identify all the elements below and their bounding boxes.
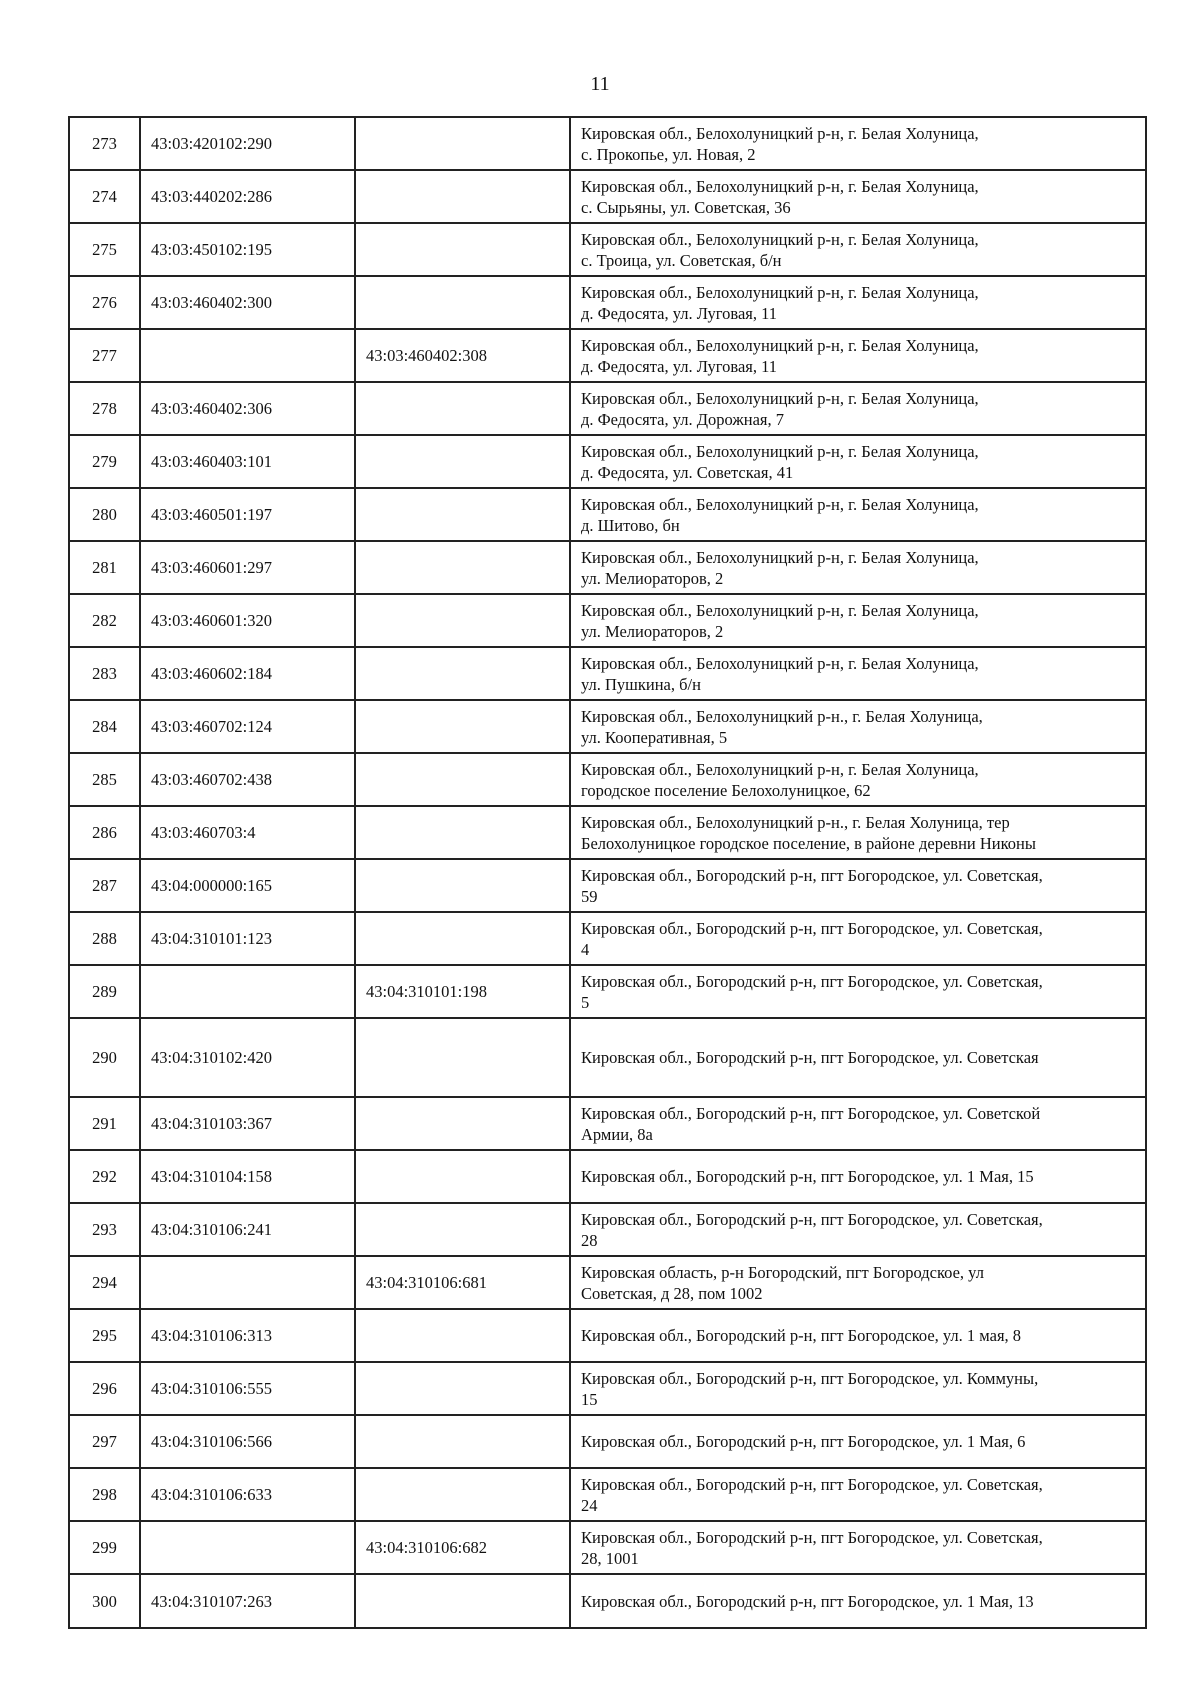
row-number-cell: 297 [69,1415,140,1468]
table-row [69,435,1146,488]
row-number-cell: 296 [69,1362,140,1415]
row-number-cell: 287 [69,859,140,912]
address-line: Кировская обл., Богородский р-н, пгт Богородское, ул. 1 Мая, 13 [581,1591,1034,1611]
cadastral-number-cell: 43:03:460402:300 [140,276,355,329]
cadastral-number-cell [140,965,355,1018]
alt-cadastral-number-cell: 43:04:310106:681 [355,1256,570,1309]
alt-cadastral-number-cell [355,488,570,541]
row-number-cell: 275 [69,223,140,276]
address-line: с. Сырьяны, ул. Советская, 36 [581,197,791,217]
address-cell [570,541,1146,594]
address-line: 15 [581,1389,598,1409]
row-number-cell: 282 [69,594,140,647]
address-line: Армии, 8а [581,1124,653,1144]
address-line: Кировская обл., Богородский р-н, пгт Богородское, ул. Советская, [581,971,1043,991]
address-line: Кировская обл., Белохолуницкий р-н, г. Белая Холуница, [581,600,979,620]
address-line: 28 [581,1230,598,1250]
table-row [69,488,1146,541]
table-row [69,647,1146,700]
row-number-cell: 293 [69,1203,140,1256]
alt-cadastral-number-cell [355,647,570,700]
address-line: Кировская обл., Богородский р-н, пгт Богородское, ул. Советская, [581,1527,1043,1547]
row-number-cell: 298 [69,1468,140,1521]
row-number-cell: 288 [69,912,140,965]
cadastral-number-cell: 43:03:460601:320 [140,594,355,647]
address-cell [570,1203,1146,1256]
cadastral-number-cell: 43:04:310106:633 [140,1468,355,1521]
table-row [69,117,1146,170]
cadastral-number-cell: 43:03:460402:306 [140,382,355,435]
address-line: Кировская обл., Белохолуницкий р-н, г. Белая Холуница, [581,123,979,143]
cadastral-number-cell: 43:03:460702:124 [140,700,355,753]
address-line: Кировская обл., Богородский р-н, пгт Богородское, ул. Советская [581,1048,1039,1067]
table-row [69,1521,1146,1574]
row-number-cell: 277 [69,329,140,382]
address-cell [570,329,1146,382]
address-cell [570,753,1146,806]
alt-cadastral-number-cell [355,117,570,170]
alt-cadastral-number-cell [355,1362,570,1415]
row-number-cell: 279 [69,435,140,488]
row-number-cell: 281 [69,541,140,594]
alt-cadastral-number-cell [355,276,570,329]
address-line: ул. Кооперативная, 5 [581,727,728,747]
cadastral-number-cell: 43:03:460703:4 [140,806,355,859]
alt-cadastral-number-cell [355,1309,570,1362]
row-number-cell: 286 [69,806,140,859]
cadastral-number-cell: 43:03:450102:195 [140,223,355,276]
address-line: Кировская обл., Белохолуницкий р-н, г. Белая Холуница, [581,653,979,673]
address-line: с. Троица, ул. Советская, б/н [581,250,782,270]
address-cell [570,647,1146,700]
row-number-cell: 291 [69,1097,140,1150]
alt-cadastral-number-cell [355,382,570,435]
address-line: Кировская обл., Белохолуницкий р-н., г. Белая Холуница, [581,706,983,726]
address-line: Кировская обл., Белохолуницкий р-н, г. Белая Холуница, [581,547,979,567]
address-cell [570,594,1146,647]
table-row [69,859,1146,912]
cadastral-number-cell: 43:04:310107:263 [140,1574,355,1628]
table-row [69,1362,1146,1415]
table-row [69,594,1146,647]
address-cell [570,382,1146,435]
alt-cadastral-number-cell [355,700,570,753]
table-row [69,1309,1146,1362]
page-number: 11 [590,73,610,95]
property-registry-table [68,116,1147,1629]
table-row [69,753,1146,806]
row-number-cell: 273 [69,117,140,170]
address-line: Кировская обл., Богородский р-н, пгт Богородское, ул. Советской [581,1103,1041,1123]
cadastral-number-cell: 43:04:310106:566 [140,1415,355,1468]
table-row [69,1256,1146,1309]
row-number-cell: 284 [69,700,140,753]
address-cell [570,965,1146,1018]
table-row [69,223,1146,276]
address-line: Кировская обл., Белохолуницкий р-н, г. Белая Холуница, [581,388,979,408]
address-cell [570,170,1146,223]
address-line: Кировская обл., Богородский р-н, пгт Богородское, ул. 1 Мая, 15 [581,1167,1034,1186]
alt-cadastral-number-cell [355,435,570,488]
row-number-cell: 292 [69,1150,140,1203]
address-line: Кировская обл., Белохолуницкий р-н, г. Белая Холуница, [581,282,979,302]
cadastral-number-cell: 43:04:310106:555 [140,1362,355,1415]
address-line: д. Федосята, ул. Луговая, 11 [581,356,778,376]
cadastral-number-cell: 43:03:460501:197 [140,488,355,541]
table-row [69,912,1146,965]
row-number-cell: 276 [69,276,140,329]
address-cell [570,488,1146,541]
table-row [69,965,1146,1018]
alt-cadastral-number-cell: 43:04:310106:682 [355,1521,570,1574]
row-number-cell: 299 [69,1521,140,1574]
alt-cadastral-number-cell [355,594,570,647]
table-row [69,1203,1146,1256]
alt-cadastral-number-cell [355,753,570,806]
address-line: Советская, д 28, пом 1002 [581,1283,763,1303]
cadastral-number-cell: 43:04:310102:420 [140,1018,355,1097]
row-number-cell: 295 [69,1309,140,1362]
address-cell [570,806,1146,859]
table-row [69,276,1146,329]
table-row [69,1018,1146,1097]
address-line: Кировская обл., Богородский р-н, пгт Богородское, ул. Советская, [581,865,1043,885]
address-line: Кировская обл., Богородский р-н, пгт Богородское, ул. Советская, [581,1209,1043,1229]
cadastral-number-cell: 43:03:420102:290 [140,117,355,170]
address-line: ул. Пушкина, б/н [581,674,701,694]
row-number-cell: 274 [69,170,140,223]
address-line: Кировская обл., Белохолуницкий р-н, г. Белая Холуница, [581,494,979,514]
address-line: Кировская обл., Белохолуницкий р-н, г. Белая Холуница, [581,176,979,196]
address-line: Кировская обл., Белохолуницкий р-н, г. Белая Холуница, [581,335,979,355]
alt-cadastral-number-cell [355,170,570,223]
address-line: ул. Мелиораторов, 2 [581,621,724,641]
cadastral-number-cell: 43:04:310106:313 [140,1309,355,1362]
address-line: с. Прокопье, ул. Новая, 2 [581,144,756,164]
address-line: 59 [581,886,598,906]
address-cell [570,1097,1146,1150]
address-cell [570,1362,1146,1415]
address-line: 4 [581,939,590,959]
address-line: д. Федосята, ул. Советская, 41 [581,462,794,482]
address-line: Кировская обл., Богородский р-н, пгт Богородское, ул. Советская, [581,918,1043,938]
address-line: Кировская обл., Белохолуницкий р-н, г. Белая Холуница, [581,759,979,779]
address-cell [570,1256,1146,1309]
table-row [69,382,1146,435]
address-line: Кировская обл., Белохолуницкий р-н, г. Белая Холуница, [581,229,979,249]
cadastral-number-cell: 43:04:310101:123 [140,912,355,965]
address-line: городское поселение Белохолуницкое, 62 [581,780,871,800]
address-line: 5 [581,992,590,1012]
alt-cadastral-number-cell [355,1574,570,1628]
address-line: Кировская обл., Богородский р-н, пгт Богородское, ул. Советская, [581,1474,1043,1494]
table-row [69,1574,1146,1628]
table-row [69,1468,1146,1521]
address-cell [570,1468,1146,1521]
address-line: Кировская обл., Белохолуницкий р-н, г. Белая Холуница, [581,441,979,461]
cadastral-number-cell: 43:04:310103:367 [140,1097,355,1150]
alt-cadastral-number-cell [355,223,570,276]
address-line: Кировская область, р-н Богородский, пгт Богородское, ул [581,1262,984,1282]
address-line: Кировская обл., Белохолуницкий р-н., г. Белая Холуница, тер [581,812,1010,832]
address-line: 28, 1001 [581,1548,639,1568]
alt-cadastral-number-cell [355,1097,570,1150]
table-row [69,1097,1146,1150]
table-row [69,1150,1146,1203]
table-row [69,806,1146,859]
address-cell [570,1150,1146,1203]
address-cell [570,1521,1146,1574]
address-cell [570,859,1146,912]
address-cell [570,117,1146,170]
address-cell [570,1415,1146,1468]
row-number-cell: 280 [69,488,140,541]
table-row [69,1415,1146,1468]
row-number-cell: 289 [69,965,140,1018]
row-number-cell: 278 [69,382,140,435]
cadastral-number-cell [140,1256,355,1309]
address-line: д. Шитово, бн [581,515,680,535]
alt-cadastral-number-cell [355,1203,570,1256]
table-row [69,541,1146,594]
alt-cadastral-number-cell [355,1150,570,1203]
alt-cadastral-number-cell: 43:03:460402:308 [355,329,570,382]
alt-cadastral-number-cell [355,859,570,912]
address-cell [570,223,1146,276]
address-cell [570,700,1146,753]
alt-cadastral-number-cell [355,541,570,594]
cadastral-number-cell: 43:03:460601:297 [140,541,355,594]
address-cell [570,912,1146,965]
table-row [69,329,1146,382]
cadastral-number-cell: 43:03:440202:286 [140,170,355,223]
address-cell [570,1574,1146,1628]
cadastral-number-cell: 43:04:000000:165 [140,859,355,912]
cadastral-number-cell: 43:04:310104:158 [140,1150,355,1203]
address-line: Кировская обл., Богородский р-н, пгт Богородское, ул. 1 Мая, 6 [581,1432,1026,1451]
address-cell [570,1018,1146,1097]
address-line: Кировская обл., Богородский р-н, пгт Богородское, ул. Коммуны, [581,1368,1039,1388]
cadastral-number-cell: 43:04:310106:241 [140,1203,355,1256]
cadastral-number-cell: 43:03:460702:438 [140,753,355,806]
cadastral-number-cell: 43:03:460403:101 [140,435,355,488]
cadastral-number-cell: 43:03:460602:184 [140,647,355,700]
table-row [69,700,1146,753]
alt-cadastral-number-cell [355,806,570,859]
alt-cadastral-number-cell [355,1018,570,1097]
row-number-cell: 294 [69,1256,140,1309]
address-line: Кировская обл., Богородский р-н, пгт Богородское, ул. 1 мая, 8 [581,1326,1022,1345]
row-number-cell: 285 [69,753,140,806]
cadastral-number-cell [140,329,355,382]
cadastral-number-cell [140,1521,355,1574]
table-row [69,170,1146,223]
row-number-cell: 290 [69,1018,140,1097]
address-line: Белохолуницкое городское поселение, в районе деревни Никоны [581,833,1036,853]
row-number-cell: 300 [69,1574,140,1628]
address-line: ул. Мелиораторов, 2 [581,568,724,588]
row-number-cell: 283 [69,647,140,700]
address-line: д. Федосята, ул. Луговая, 11 [581,303,778,323]
address-cell [570,276,1146,329]
address-cell [570,435,1146,488]
address-line: 24 [581,1495,598,1515]
address-line: д. Федосята, ул. Дорожная, 7 [581,409,784,429]
alt-cadastral-number-cell: 43:04:310101:198 [355,965,570,1018]
alt-cadastral-number-cell [355,1415,570,1468]
address-cell [570,1309,1146,1362]
alt-cadastral-number-cell [355,1468,570,1521]
alt-cadastral-number-cell [355,912,570,965]
